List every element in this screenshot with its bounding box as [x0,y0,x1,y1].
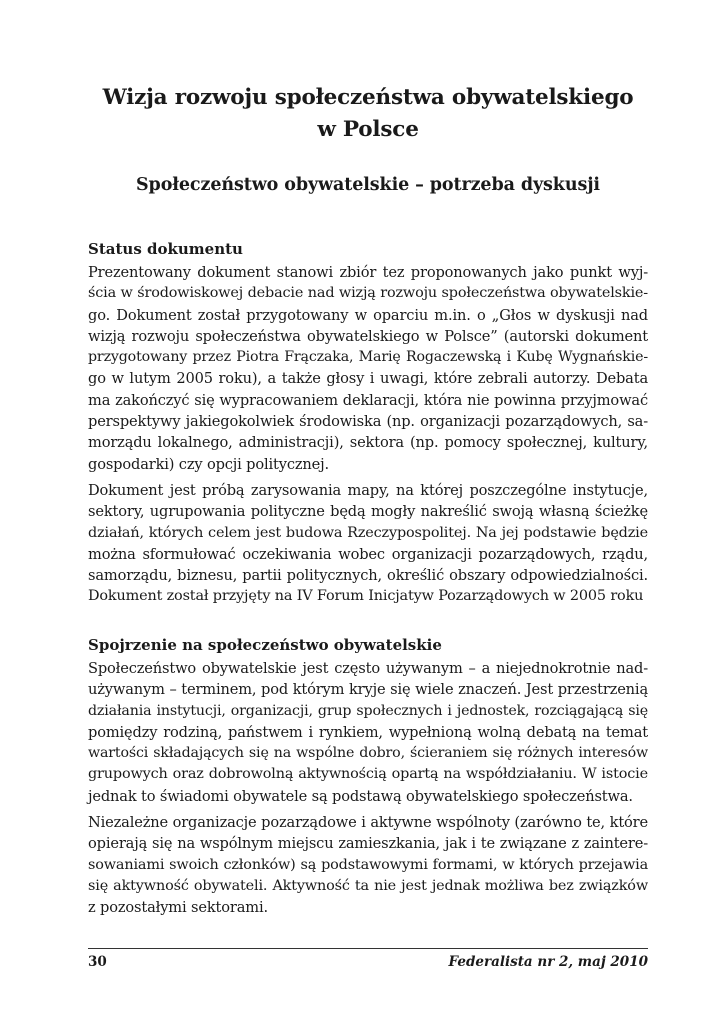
text-line: opierają się na wspólnym miejscu zamieszkania, jak i te związane z zaintere- [88,835,648,853]
paragraph [88,658,648,807]
document-title [88,82,648,146]
text-line: samorządu, biznesu, partii politycznych, określić obszary odpowiedzialności. [88,567,648,585]
text-line: można sformułować oczekiwania wobec organizacji pozarządowych, rządu, [88,545,648,563]
page-number: 30 [88,954,107,970]
paragraph [88,480,648,608]
text-line: perspektywy jakiegokolwiek środowiska (np. organizacji pozarządowych, sa- [88,413,648,431]
text-line: gospodarki) czy opcji politycznej. [88,455,330,473]
journal-citation: Federalista nr 2, maj 2010 [448,954,648,970]
text-line: morządu lokalnego, administracji), sektora (np. pomocy społecznej, kultury, [88,434,648,452]
text-line: przygotowany przez Piotra Frączaka, Marię Rogaczewską i Kubę Wygnańskie- [88,349,648,366]
text-line: go. Dokument został przygotowany w oparciu m.in. o „Głos w dyskusji nad [88,306,648,324]
section-heading: Spojrzenie na społeczeństwo obywatelskie [88,636,442,654]
paragraph [88,812,648,918]
text-line: wartości składających się na wspólne dobro, ścieraniem się różnych interesów [88,745,648,762]
text-line: ma zakończyć się wypracowaniem deklaracji, która nie powinna przyjmować [88,391,648,409]
text-line: wizją rozwoju społeczeństwa obywatelskiego w Polsce” (autorski dokument [88,327,648,345]
text-line: ścia w środowiskowej debacie nad wizją rozwoju społeczeństwa obywatelskie- [88,285,648,302]
text-line: się aktywność obywateli. Aktywność ta nie jest jednak możliwa bez związków [88,877,648,894]
text-line: Dokument został przyjęty na IV Forum Inicjatyw Pozarządowych w 2005 roku [88,588,644,605]
title-line-2: w Polsce [317,117,419,142]
paragraph [88,262,648,475]
title-line-1: Wizja rozwoju społeczeństwa obywatelskiego [102,85,634,110]
text-line: z pozostałymi sektorami. [88,899,268,917]
text-line: używanym – terminem, pod którym kryje się wiele znaczeń. Jest przestrzenią [88,681,648,699]
text-line: Dokument jest próbą zarysowania mapy, na której poszczególne instytucje, [88,481,648,499]
text-line: Społeczeństwo obywatelskie jest często używanym – a niejednokrotnie nad- [88,660,648,677]
section-heading: Status dokumentu [88,240,243,258]
document-subtitle: Społeczeństwo obywatelskie – potrzeba dyskusji [136,175,600,195]
footer-divider [88,948,648,949]
text-line: jednak to świadomi obywatele są podstawą obywatelskiego społeczeństwa. [88,787,633,805]
text-line: grupowych oraz dobrowolną aktywnością opartą na współdziałaniu. W istocie [88,766,648,783]
text-line: Prezentowany dokument stanowi zbiór tez proponowanych jako punkt wyj- [88,264,648,281]
section-spojrzenie [88,634,648,924]
text-line: sowaniami swoich członków) są podstawowymi formami, w których przejawia [88,856,648,873]
text-line: Niezależne organizacje pozarządowe i aktywne wspólnoty (zarówno te, które [88,814,648,832]
text-line: sektory, ugrupowania polityczne będą mogły nakreślić swoją własną ścieżkę [88,503,648,521]
text-line: działania instytucji, organizacji, grup społecznych i jednostek, rozciągającą się [88,702,648,719]
text-line: go w lutym 2005 roku), a także głosy i uwagi, które zebrali autorzy. Debata [88,370,648,388]
text-line: pomiędzy rodziną, państwem i rynkiem, wypełnioną wolną debatą na temat [88,723,648,741]
text-line: działań, których celem jest budowa Rzeczypospolitej. Na jej podstawie będzie [88,524,648,541]
section-status-dokumentu [88,238,648,613]
